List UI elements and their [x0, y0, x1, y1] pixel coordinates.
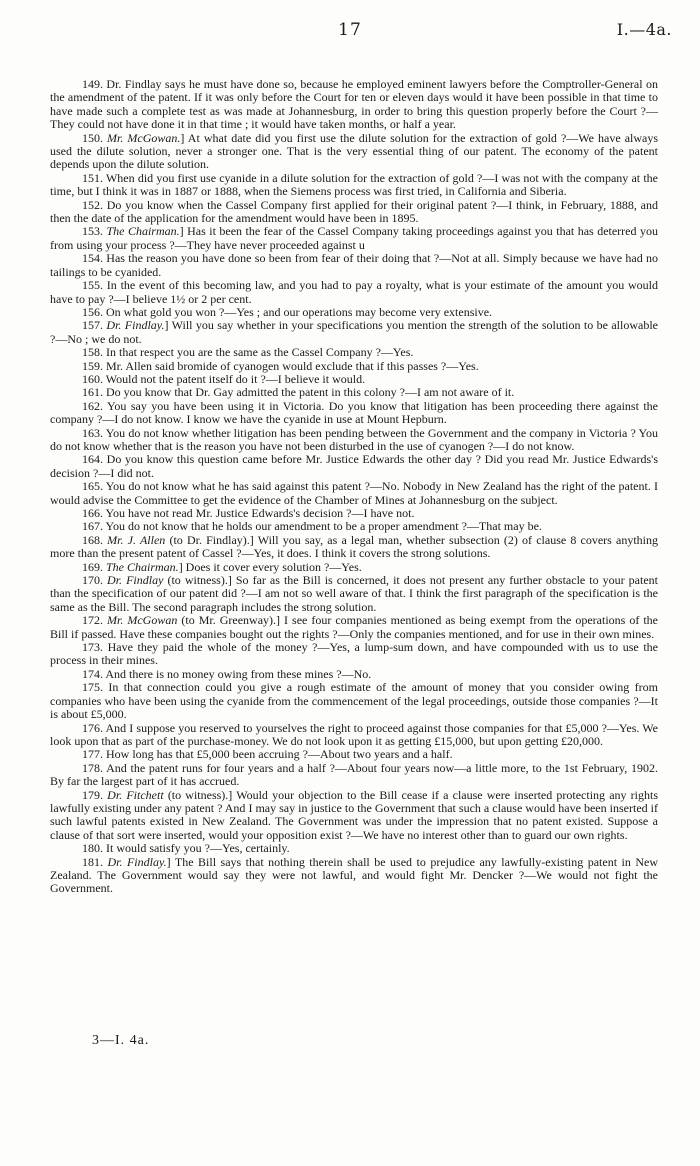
- question-text: (to witness).] Would your objection to the Bill cease if a clause were inserted protecting any rights lawfully existing under any patent ? And I may say in justice to the Government that such a clause would have been inserted if such lawful patents existed in New Zealand. The Government was under the impression that no patent existed. Suppose a clause of that sort were inserted, would your opposition exist ?—We have no interest other than to guard our own rights.: [50, 787, 659, 842]
- question-number: 161.: [82, 385, 103, 400]
- question-number: 159.: [82, 358, 103, 373]
- question-text: How long has that £5,000 been accruing ?—About two years and a half.: [103, 747, 453, 762]
- question-paragraph: [50, 561, 658, 574]
- question-number: 153.: [82, 224, 103, 239]
- question-paragraph: [50, 319, 658, 346]
- question-number: 174.: [82, 666, 103, 681]
- question-paragraph: [50, 614, 658, 641]
- question-number: 154.: [82, 251, 103, 266]
- question-paragraph: [50, 856, 658, 896]
- question-paragraph: [50, 748, 658, 761]
- question-text: In that connection could you give a rough estimate of the amount of money that you consider owing from companies who have been using the cyanide from the commencement of the legal proceedings, outside those companies ?—It is about £5,000.: [50, 680, 658, 722]
- question-paragraph: [50, 199, 658, 226]
- question-paragraph: [50, 520, 658, 533]
- question-number: 178.: [82, 760, 103, 775]
- question-number: 173.: [82, 640, 103, 655]
- question-text: And there is no money owing from these mines ?—No.: [103, 666, 372, 681]
- question-text: In that respect you are the same as the Cassel Company ?—Yes.: [103, 345, 414, 360]
- speaker-name: Dr. Fitchett: [107, 787, 164, 802]
- question-paragraph: [50, 400, 658, 427]
- question-text: On what gold you won ?—Yes ; and our operations may become very extensive.: [103, 304, 493, 319]
- page-header: [0, 20, 700, 48]
- question-text: Do you know when the Cassel Company first applied for their original patent ?—I think, in February, 1888, and then the date of the application for the amendment would have been in 1895.: [50, 197, 658, 226]
- question-number: 165.: [82, 479, 103, 494]
- question-number: 166.: [82, 506, 103, 520]
- question-text: It would satisfy you ?—Yes, certainly.: [103, 841, 290, 856]
- page-number: 17: [338, 20, 362, 40]
- evidence-transcript: [50, 78, 658, 896]
- question-text: You do not know that he holds our amendment to be a proper amendment ?—That may be.: [103, 519, 542, 534]
- question-text: You have not read Mr. Justice Edwards's decision ?—I have not.: [103, 506, 415, 520]
- question-number: 160.: [82, 371, 103, 386]
- question-text: You say you have been using it in Victoria. Do you know that litigation has been proceeding there against the company ?—I do not know. I know we have the cyanide in use at Mount Hepburn.: [50, 398, 658, 427]
- question-text: ] At what date did you first use the dilute solution for the extraction of gold ?—We have always used the dilute solution, never a stronger one. That is the very essential thing of our patent. The economy of the patent depends upon the dilute solution.: [50, 130, 659, 172]
- question-number: 155.: [82, 278, 103, 293]
- question-text: ] Has it been the fear of the Cassel Company taking proceedings against you that has deterred you from using your process ?—They have never proceeded against u: [50, 224, 658, 252]
- question-text: (to witness).] So far as the Bill is concerned, it does not present any further obstacle to your patent than the specification of our patent did ?—I am not so well aware of that. I think the first paragraph of the specification is the same as the Bill. The second paragraph includes the strong solution.: [50, 573, 659, 614]
- question-number: 177.: [82, 747, 103, 762]
- speaker-name: Mr. McGowan.: [107, 130, 181, 145]
- question-number: 163.: [82, 425, 103, 440]
- question-paragraph: [50, 641, 658, 668]
- question-paragraph: [50, 132, 658, 172]
- question-paragraph: [50, 722, 658, 749]
- question-text: In the event of this becoming law, and you had to pay a royalty, what is your estimate of the amount you would have to pay ?—I believe 1½ or 2 per cent.: [50, 278, 658, 306]
- question-paragraph: [50, 842, 658, 855]
- document-reference: I.—4a.: [616, 20, 672, 39]
- question-text: ] Does it cover every solution ?—Yes.: [178, 559, 362, 574]
- question-number: 151.: [82, 170, 103, 185]
- question-number: 152.: [82, 197, 103, 212]
- question-paragraph: [50, 373, 658, 386]
- question-paragraph: [50, 78, 658, 132]
- question-text: Dr. Findlay says he must have done so, because he employed eminent lawyers before the Comptroller-General on the amendment of the patent. If it was only before the Court for ten or eleven days would it have been possible in that time to have made such a complete test as was made at Johannesburg, in order to bring this question properly before the Court ?—They could not have done it in that time ; it would have taken months, or half a year.: [50, 77, 658, 132]
- question-number: 149.: [82, 77, 103, 91]
- question-paragraph: [50, 306, 658, 319]
- question-text: Do you know this question came before Mr. Justice Edwards the other day ? Did you read Mr. Justice Edwards's decision ?—I did not.: [50, 452, 658, 480]
- question-number: 175.: [82, 680, 103, 695]
- question-number: 162.: [82, 398, 103, 413]
- question-number: 158.: [82, 345, 103, 360]
- speaker-name: Mr. J. Allen: [107, 532, 166, 547]
- question-number: 164.: [82, 452, 103, 467]
- question-number: 176.: [82, 720, 103, 735]
- question-paragraph: [50, 668, 658, 681]
- question-paragraph: [50, 172, 658, 199]
- question-text: Do you know that Dr. Gay admitted the patent in this colony ?—I am not aware of it.: [103, 385, 515, 400]
- question-paragraph: [50, 360, 658, 373]
- question-text: (to Mr. Greenway).] I see four companies mentioned as being exempt from the operations of the Bill if passed. Have these companies bought out the rights ?—Only the companies mentioned, and for use in their own mines.: [50, 613, 659, 641]
- question-text: Have they paid the whole of the money ?—Yes, a lump-sum down, and have compounded with us to use the process in their mines.: [50, 640, 658, 668]
- speaker-name: Dr. Findlay: [107, 573, 164, 588]
- question-paragraph: [50, 762, 658, 789]
- question-paragraph: [50, 427, 658, 454]
- question-text: And I suppose you reserved to yourselves the right to proceed against those companies for that £5,000 ?—Yes. We look upon that as part of the purchase-money. We do not look upon it as getting £15,000, but upon getting £20,000.: [50, 720, 658, 748]
- question-paragraph: [50, 681, 658, 721]
- question-text: And the patent runs for four years and a half ?—About four years now—a little more, to the 1st February, 1902. By far the largest part of it has accrued.: [50, 760, 658, 789]
- question-number: 157.: [82, 318, 103, 333]
- question-paragraph: [50, 279, 658, 306]
- question-paragraph: [50, 252, 658, 279]
- question-text: Would not the patent itself do it ?—I believe it would.: [103, 371, 366, 386]
- question-paragraph: [50, 574, 658, 614]
- speaker-name: Mr. McGowan: [107, 613, 178, 628]
- signature-mark: 3—I. 4a.: [92, 1033, 150, 1048]
- question-number: 150.: [82, 130, 103, 145]
- question-number: 172.: [82, 613, 103, 628]
- question-number: 169.: [82, 559, 103, 574]
- question-paragraph: [50, 453, 658, 480]
- question-number: 179.: [82, 787, 103, 802]
- question-number: 168.: [82, 532, 103, 547]
- question-paragraph: [50, 534, 658, 561]
- question-paragraph: [50, 346, 658, 359]
- question-number: 180.: [82, 841, 103, 856]
- question-number: 156.: [82, 304, 103, 319]
- question-number: 181.: [82, 854, 103, 869]
- question-text: When did you first use cyanide in a dilute solution for the extraction of gold ?—I was not with the company at the time, but I think it was in 1887 or 1888, when the Siemens process was first tried, in California and Siberia.: [50, 170, 658, 199]
- question-number: 170.: [82, 573, 103, 588]
- question-paragraph: [50, 480, 658, 507]
- question-paragraph: [50, 386, 658, 399]
- question-text: You do not know what he has said against this patent ?—No. Nobody in New Zealand has the right of the patent. I would advise the Committee to get the evidence of the Chamber of Mines at Johannesburg on the subject.: [50, 479, 658, 507]
- speaker-name: The Chairman.: [106, 559, 179, 574]
- question-number: 167.: [82, 519, 103, 534]
- question-text: Has the reason you have done so been from fear of their doing that ?—Not at all. Simply because we have had no tailings to be cyanided.: [50, 251, 658, 279]
- speaker-name: The Chairman.: [106, 224, 180, 239]
- question-text: You do not know whether litigation has been pending between the Government and the company in Victoria ? You do not know whether that is the reason you have not been disturbed in the use of cyanogen ?—I do not know.: [50, 425, 658, 453]
- question-paragraph: [50, 225, 658, 252]
- question-text: ] The Bill says that nothing therein shall be used to prejudice any lawfully-existing patent in New Zealand. The Government would say they were not lawful, and would fight Mr. Dencker ?—We would not fight the Government.: [50, 854, 659, 896]
- question-text: ] Will you say whether in your specifications you mention the strength of the solution to be allowable ?—No ; we do not.: [50, 318, 658, 346]
- speaker-name: Dr. Findlay.: [107, 854, 167, 869]
- question-paragraph: [50, 507, 658, 520]
- question-paragraph: [50, 789, 658, 843]
- question-text: (to Dr. Findlay).] Will you say, as a legal man, whether subsection (2) of clause 8 covers anything more than the present patent of Cassel ?—Yes, it does. I think it covers the strong solutions.: [50, 532, 659, 561]
- speaker-name: Dr. Findlay.: [106, 318, 165, 333]
- question-text: Mr. Allen said bromide of cyanogen would exclude that if this passes ?—Yes.: [103, 358, 479, 373]
